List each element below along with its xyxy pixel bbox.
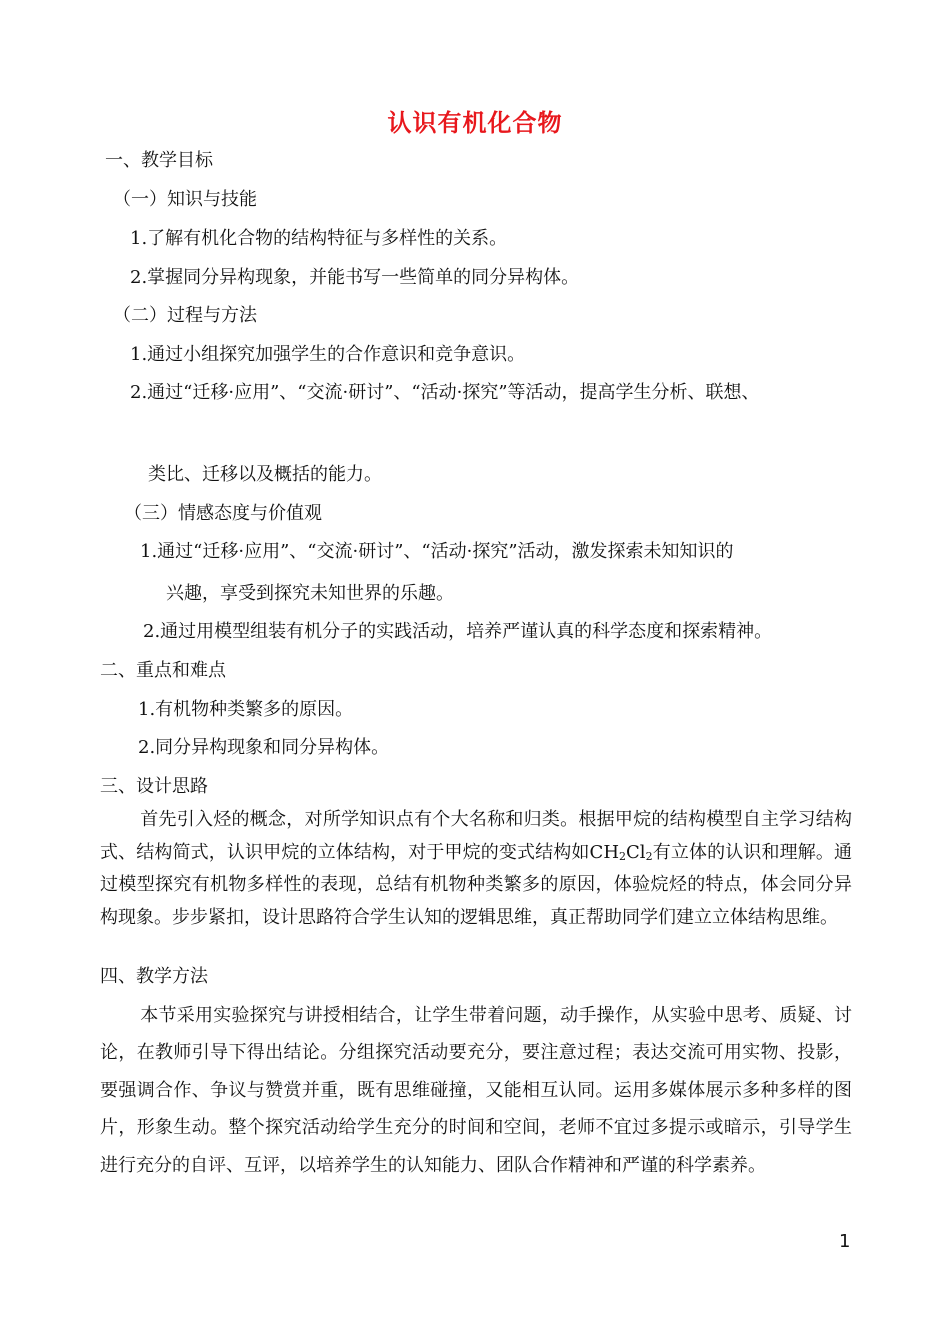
heading-key-points: 二、重点和难点 bbox=[100, 660, 226, 681]
goal-item: 1.了解有机化合物的结构特征与多样性的关系。 bbox=[130, 228, 508, 249]
goal-item: 2.通过“迁移·应用”、“交流·研讨”、“活动·探究”等活动，提高学生分析、联想、 bbox=[130, 382, 760, 403]
heading-teaching-goals: 一、教学目标 bbox=[105, 150, 213, 171]
goal-item-continuation: 类比、迁移以及概括的能力。 bbox=[148, 464, 382, 485]
document-title: 认识有机化合物 bbox=[387, 109, 563, 137]
goal-item: 1.通过小组探究加强学生的合作意识和竞争意识。 bbox=[130, 344, 526, 365]
goal-item: 1.通过“迁移·应用”、“交流·研讨”、“活动·探究”活动，激发探索未知知识的 bbox=[140, 541, 734, 562]
heading-design-ideas: 三、设计思路 bbox=[100, 776, 208, 797]
teaching-methods-paragraph: 本节采用实验探究与讲授相结合，让学生带着问题，动手操作，从实验中思考、质疑、讨论，在教师引导下得出结论。分组探究活动要充分，要注意过程；表达交流可用实物、投影，要强调合作、争议与赞赏并重，既有思维碰撞，又能相互认同。运用多媒体展示多种多样的图片，形象生动。整个探究活动给学生充分的时间和空间，老师不宜过多提示或暗示，引导学生进行充分的自评、互评，以培养学生的认知能力、团队合作精神和严谨的科学素养。 bbox=[100, 1005, 852, 1176]
key-point-item: 1.有机物种类繁多的原因。 bbox=[138, 699, 354, 720]
heading-teaching-methods: 四、教学方法 bbox=[100, 966, 208, 987]
subheading-knowledge-skills: （一）知识与技能 bbox=[113, 189, 257, 210]
subheading-process-methods: （二）过程与方法 bbox=[113, 305, 257, 326]
subheading-attitude-values: （三）情感态度与价值观 bbox=[124, 503, 322, 524]
goal-item: 2.通过用模型组装有机分子的实践活动，培养严谨认真的科学态度和探索精神。 bbox=[143, 621, 773, 642]
design-ideas-paragraph: 首先引入烃的概念，对所学知识点有个大名称和归类。根据甲烷的结构模型自主学习结构式、结构简式，认识甲烷的立体结构，对于甲烷的变式结构如$CH_2Cl_2$有立体的认识和理解。通过模型探究有机物多样性的表现，总结有机物种类繁多的原因，体验烷烃的特点，体会同分异构现象。步步紧扣，设计思路符合学生认知的逻辑思维，真正帮助同学们建立立体结构思维。 bbox=[100, 809, 853, 928]
goal-item: 2.掌握同分异构现象，并能书写一些简单的同分异构体。 bbox=[130, 267, 580, 288]
key-point-item: 2.同分异构现象和同分异构体。 bbox=[138, 737, 390, 758]
goal-item-continuation: 兴趣，享受到探究未知世界的乐趣。 bbox=[166, 583, 454, 604]
page-number: 1 bbox=[839, 1231, 851, 1252]
